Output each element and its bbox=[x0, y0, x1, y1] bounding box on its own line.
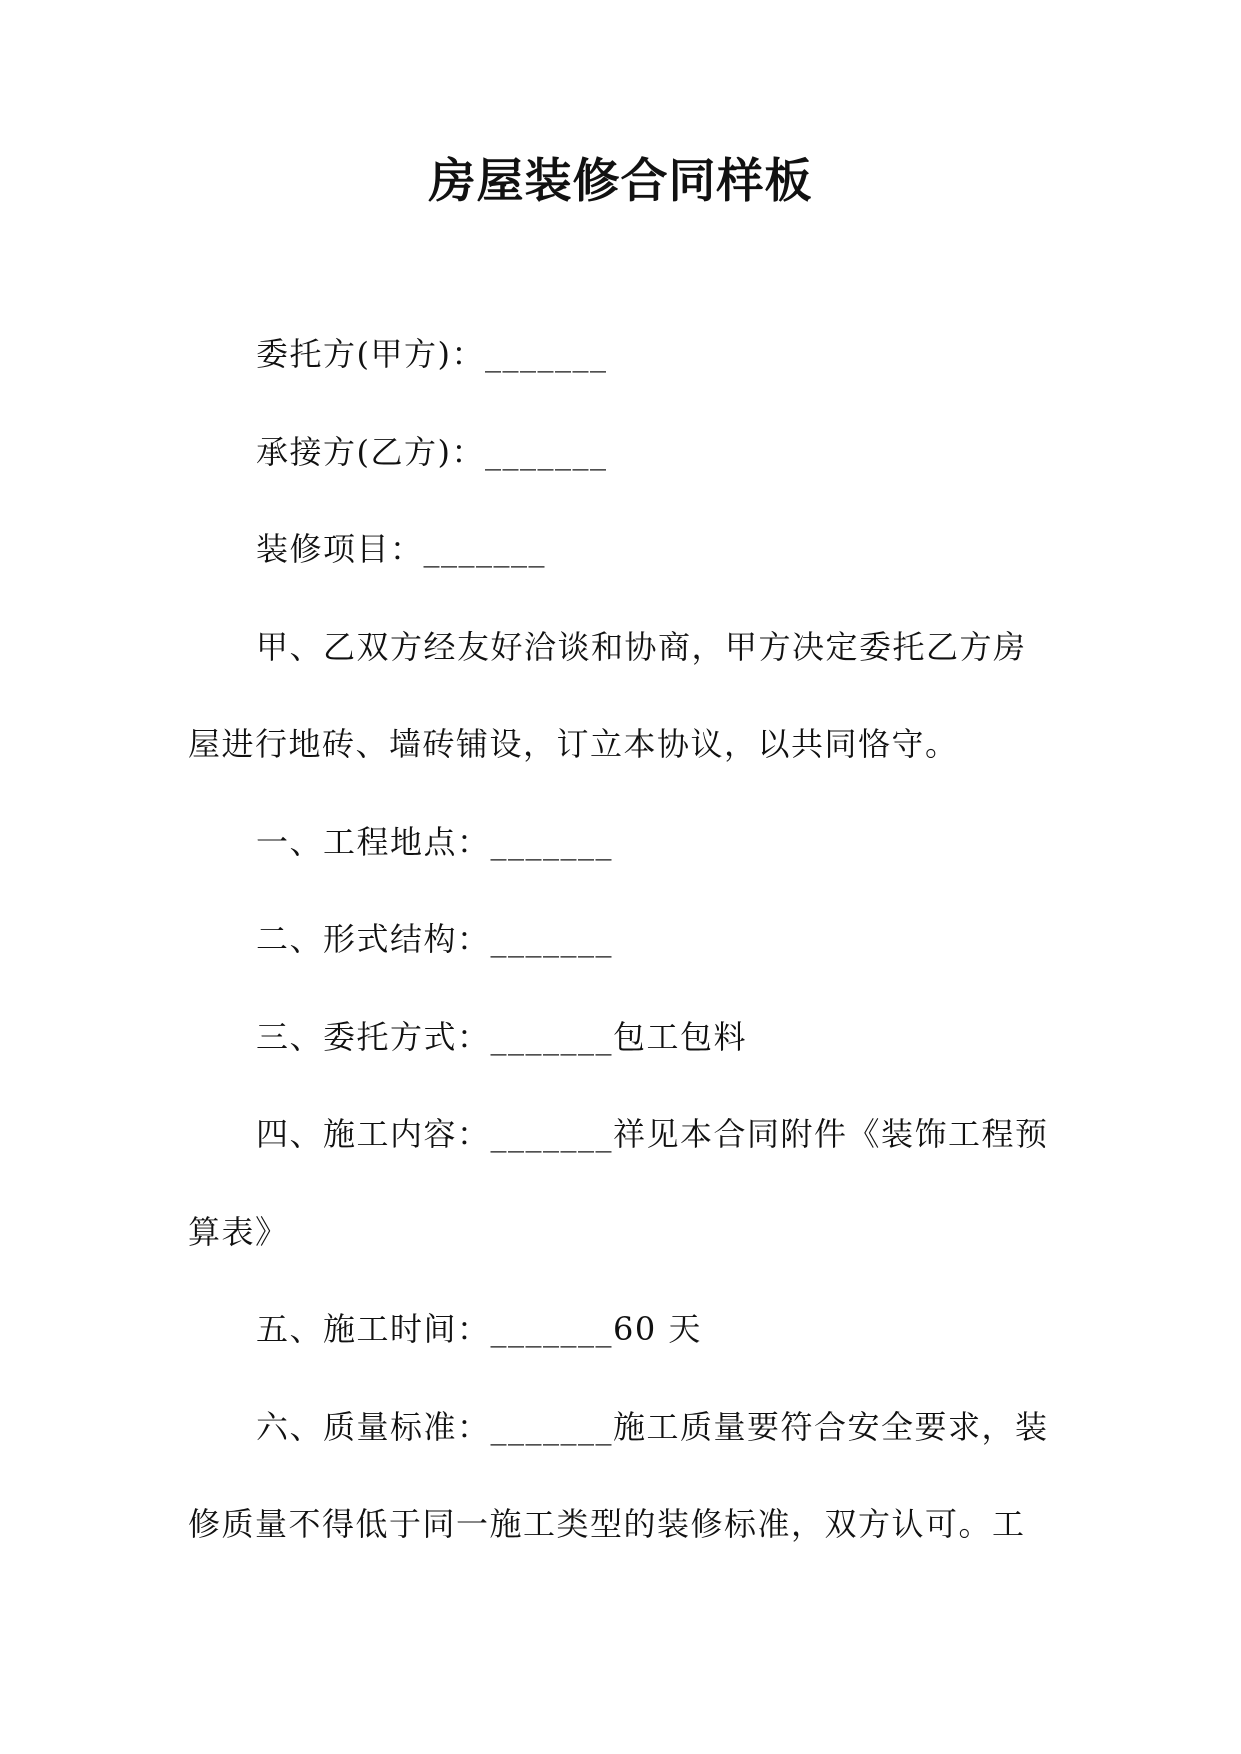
clause-4-content bbox=[188, 1086, 1048, 1281]
intro-line-2: 屋进行地砖、墙砖铺设，订立本协议，以共同恪守。 bbox=[188, 725, 959, 763]
document-title: 房屋装修合同样板 bbox=[428, 154, 813, 209]
clause-6-line-1: 六、质量标准：_______施工质量要符合安全要求，装 bbox=[256, 1407, 1049, 1446]
clause-6-quality bbox=[188, 1379, 1048, 1574]
clause-6-line-2: 修质量不得低于同一施工类型的装修标准，双方认可。工 bbox=[188, 1505, 1026, 1543]
contractor-party-line: 承接方(乙方)：_______ bbox=[256, 432, 608, 471]
intro-paragraph bbox=[188, 599, 1048, 794]
client-party-line: 委托方(甲方)：_______ bbox=[256, 335, 608, 373]
clause-4-line-2: 算表》 bbox=[188, 1212, 289, 1251]
project-line: 装修项目：_______ bbox=[256, 530, 547, 568]
clause-4-line-1: 四、施工内容：_______祥见本合同附件《装饰工程预 bbox=[256, 1115, 1049, 1153]
clause-3-method: 三、委托方式：_______包工包料 bbox=[256, 1017, 748, 1056]
clause-1-location: 一、工程地点：_______ bbox=[256, 822, 614, 861]
document-body bbox=[188, 306, 1048, 1574]
clause-5-duration: 五、施工时间：_______60 天 bbox=[256, 1310, 702, 1348]
intro-line-1: 甲、乙双方经友好洽谈和协商，甲方决定委托乙方房 bbox=[256, 627, 1027, 666]
clause-2-structure: 二、形式结构：_______ bbox=[256, 920, 614, 958]
